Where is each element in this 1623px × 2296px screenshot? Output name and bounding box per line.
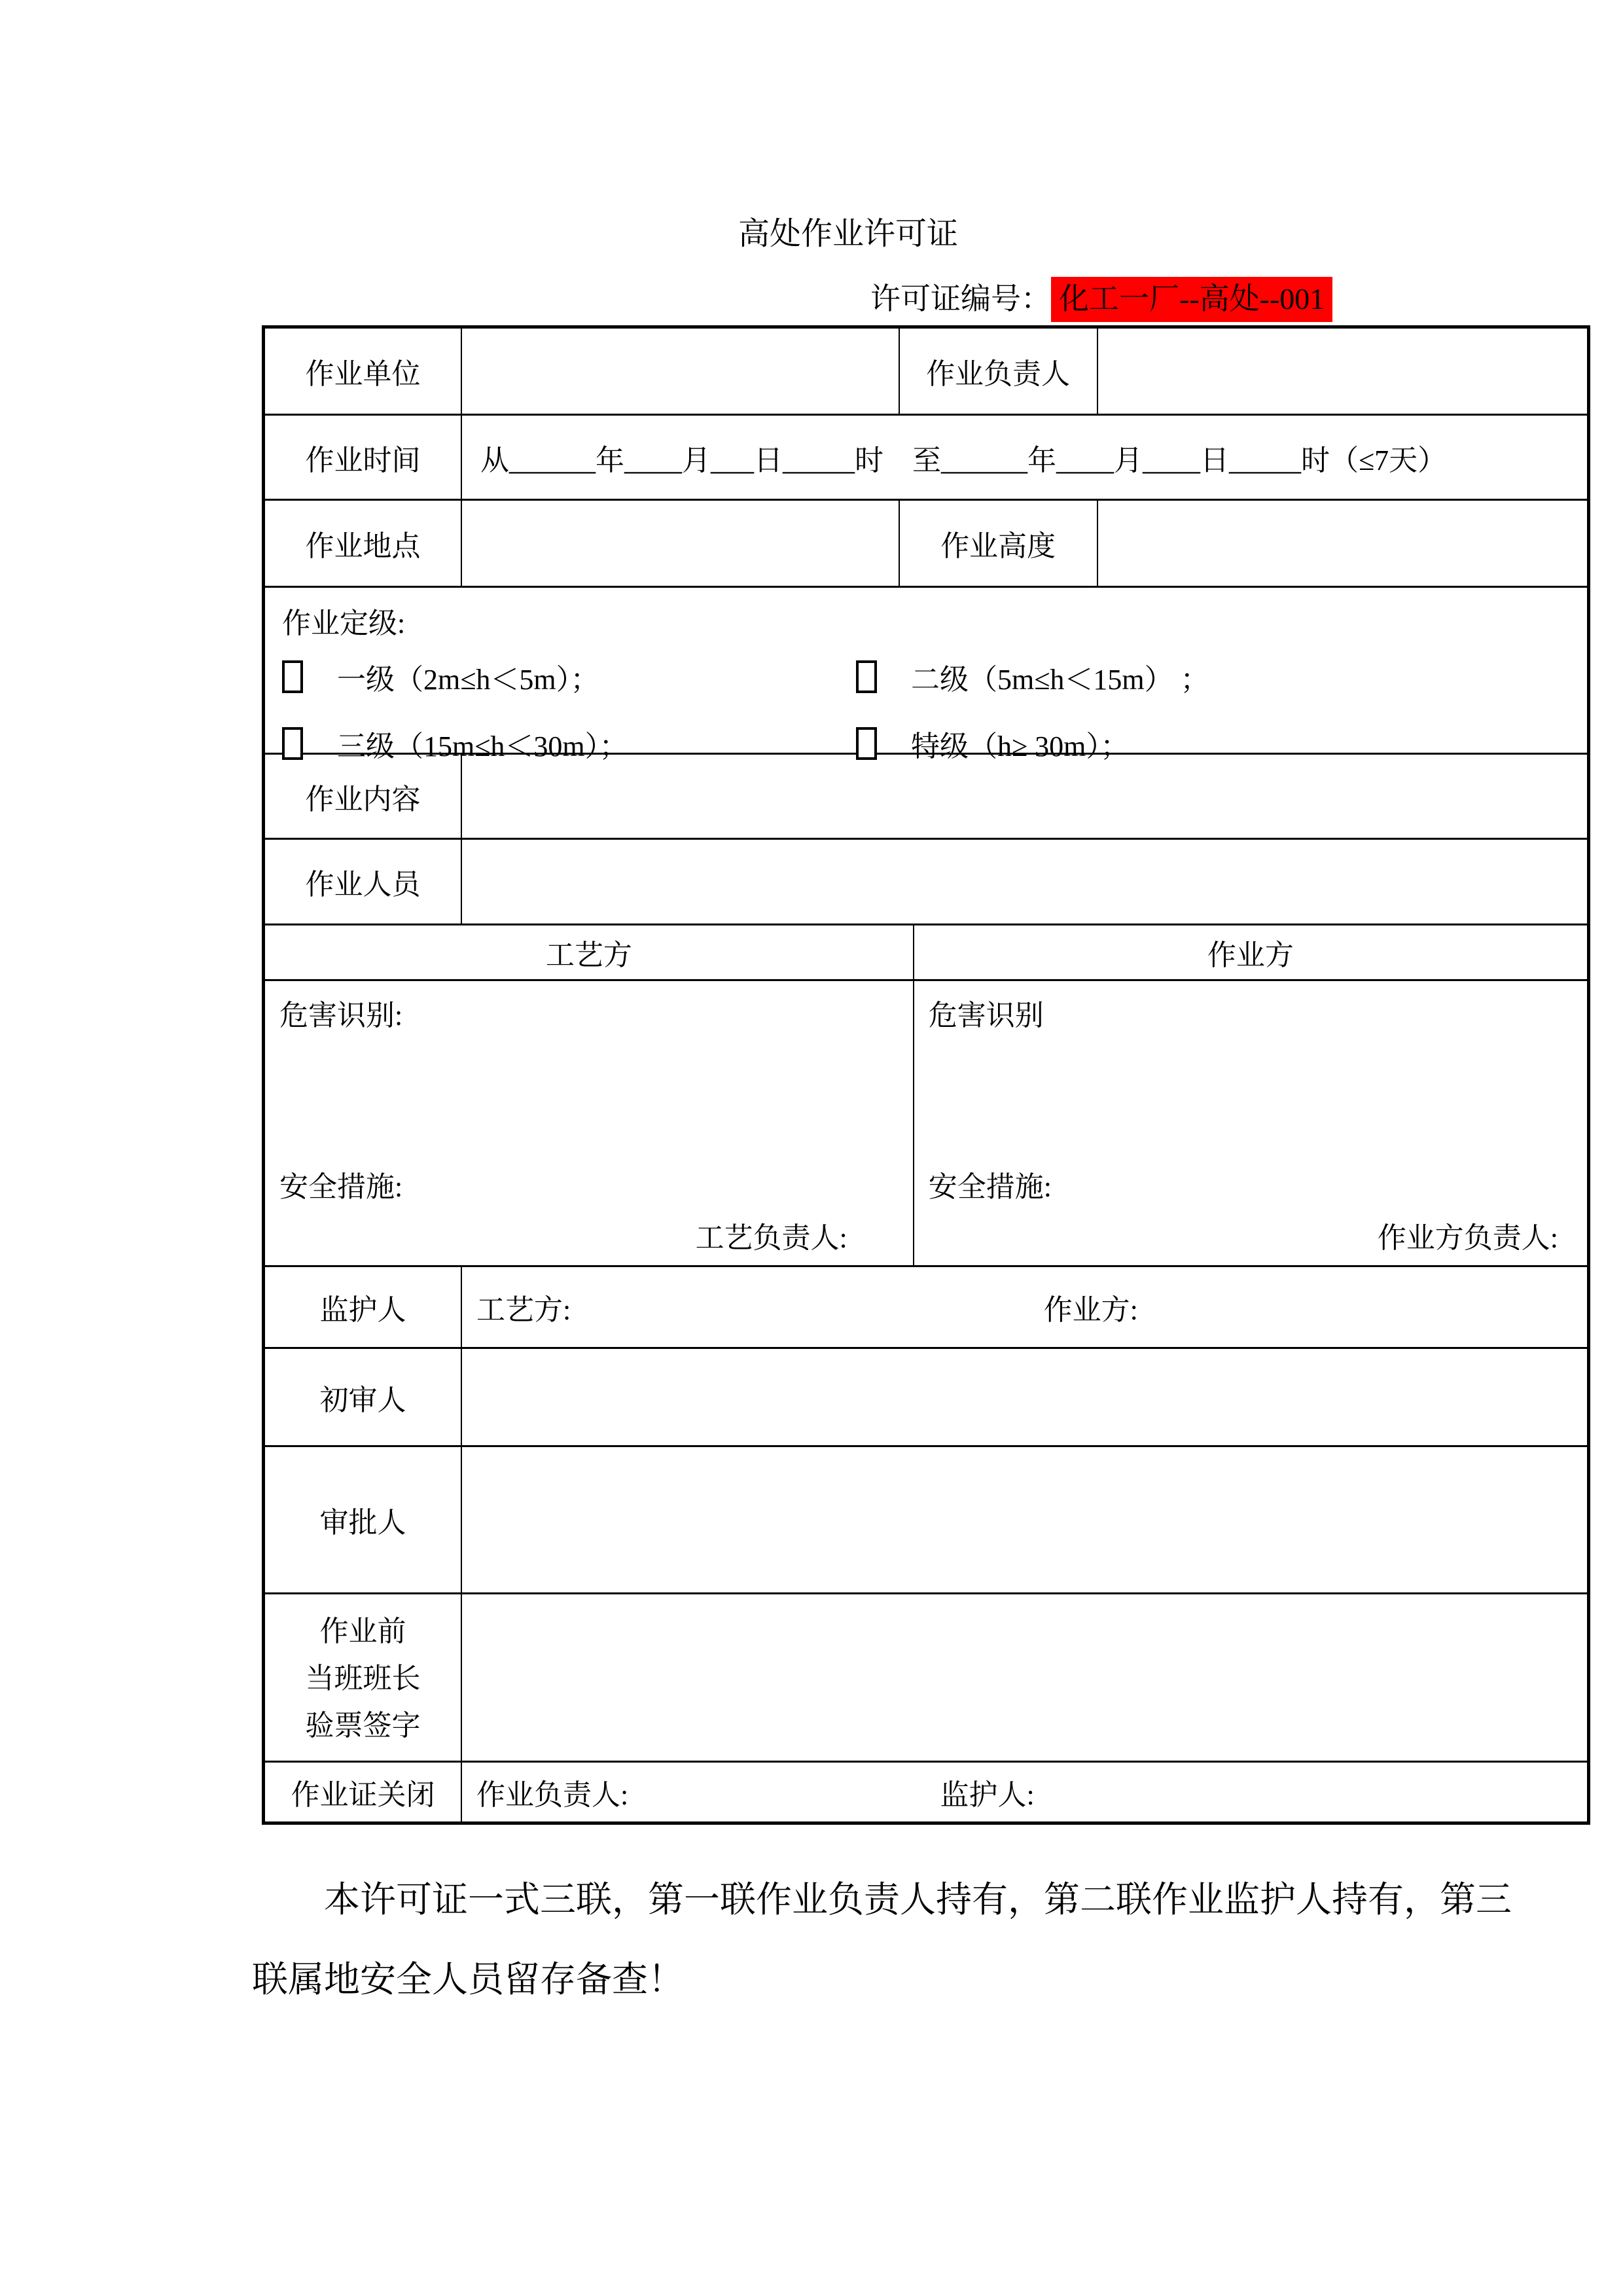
row-closure (265, 1761, 1587, 1821)
work-height-label: 作业高度 (899, 501, 1097, 586)
approver-label: 审批人 (319, 1507, 406, 1539)
closure-leader-field-label: 作业负责人: (476, 1779, 629, 1811)
grading-label: 作业定级: (282, 607, 406, 639)
work-personnel-label: 作业人员 (305, 869, 421, 901)
process-party-header: 工艺方 (545, 939, 632, 971)
process-hazard-label: 危害识别: (279, 999, 403, 1031)
footer-note (252, 1860, 1607, 2020)
grading-option-level1 (282, 656, 856, 698)
work-unit-field[interactable] (461, 329, 899, 414)
row-work-unit (265, 329, 1587, 414)
initial-reviewer-label: 初审人 (319, 1384, 406, 1416)
work-content-label: 作业内容 (305, 783, 421, 816)
process-hazard-cell[interactable] (265, 981, 913, 1265)
row-work-place (265, 499, 1587, 586)
process-measures-label: 安全措施: (279, 1171, 403, 1203)
grading-options (282, 656, 1587, 764)
closure-guardian-field-label: 监护人: (940, 1779, 1035, 1811)
grading-option-level3-label: 三级（15m≤h＜30m）； (337, 730, 628, 762)
work-personnel-field[interactable] (461, 840, 1587, 924)
checkbox-level1[interactable] (282, 660, 303, 693)
row-grading (265, 586, 1587, 762)
initial-reviewer-field[interactable] (461, 1349, 1587, 1445)
row-work-time (265, 414, 1587, 499)
operation-hazard-cell[interactable] (913, 981, 1587, 1265)
row-party-headers (265, 924, 1587, 979)
work-time-field[interactable]: 从______年____月___日_____时 至______年____月____日_____时（≤7天） (461, 416, 1587, 499)
pre-work-label-line3: 验票签字 (305, 1710, 421, 1742)
guardian-label: 监护人 (319, 1294, 406, 1326)
guardian-field[interactable] (461, 1267, 1587, 1347)
permit-number-line (870, 275, 1332, 318)
operation-party-header: 作业方 (913, 925, 1587, 979)
row-hazard (265, 979, 1587, 1265)
row-work-content (265, 753, 1587, 838)
operation-hazard-label: 危害识别 (928, 999, 1044, 1031)
page-title: 高处作业许可证 (738, 217, 958, 251)
work-place-label: 作业地点 (305, 530, 421, 562)
grading-section (265, 588, 1587, 762)
closure-field[interactable] (461, 1763, 1587, 1821)
row-approver (265, 1445, 1587, 1592)
pre-work-label (265, 1594, 461, 1761)
guardian-operation-field-label: 作业方: (1043, 1294, 1138, 1326)
work-unit-label: 作业单位 (305, 358, 421, 390)
guardian-process-field-label: 工艺方: (476, 1294, 571, 1326)
pre-work-label-line2: 当班班长 (305, 1662, 421, 1695)
row-work-personnel (265, 838, 1587, 924)
operation-measures-label: 安全措施: (928, 1171, 1052, 1203)
row-guardian (265, 1265, 1587, 1347)
row-initial-reviewer (265, 1347, 1587, 1445)
permit-number-value: 化工一厂--高处--001 (1051, 277, 1332, 322)
work-height-field[interactable] (1097, 501, 1587, 586)
grading-option-level2-label: 二级（5m≤h＜15m） ； (911, 664, 1209, 696)
footer-note-line2: 联属地安全人员留存备查！ (252, 1960, 685, 2000)
work-content-field[interactable] (461, 755, 1587, 838)
permit-table (262, 325, 1590, 1825)
work-time-label: 作业时间 (305, 444, 421, 476)
approver-field[interactable] (461, 1447, 1587, 1592)
grading-option-special-label: 特级（h≥ 30m）； (911, 730, 1130, 762)
work-place-field[interactable] (461, 501, 899, 586)
grading-option-level1-label: 一级（2m≤h＜5m）； (337, 664, 599, 696)
closure-label: 作业证关闭 (291, 1779, 435, 1811)
pre-work-field[interactable] (461, 1594, 1587, 1761)
process-signer-label: 工艺负责人: (695, 1222, 847, 1254)
pre-work-label-line1: 作业前 (319, 1615, 406, 1647)
operation-signer-label: 作业方负责人: (1377, 1222, 1558, 1254)
row-pre-work-sign (265, 1592, 1587, 1761)
grading-option-level2 (856, 656, 1209, 698)
work-leader-field[interactable] (1097, 329, 1587, 414)
permit-number-label: 许可证编号： (870, 282, 1051, 315)
checkbox-level2[interactable] (856, 660, 877, 693)
footer-note-line1: 本许可证一式三联，第一联作业负责人持有，第二联作业监护人持有，第三 (324, 1880, 1512, 1920)
work-leader-label: 作业负责人 (899, 329, 1097, 414)
